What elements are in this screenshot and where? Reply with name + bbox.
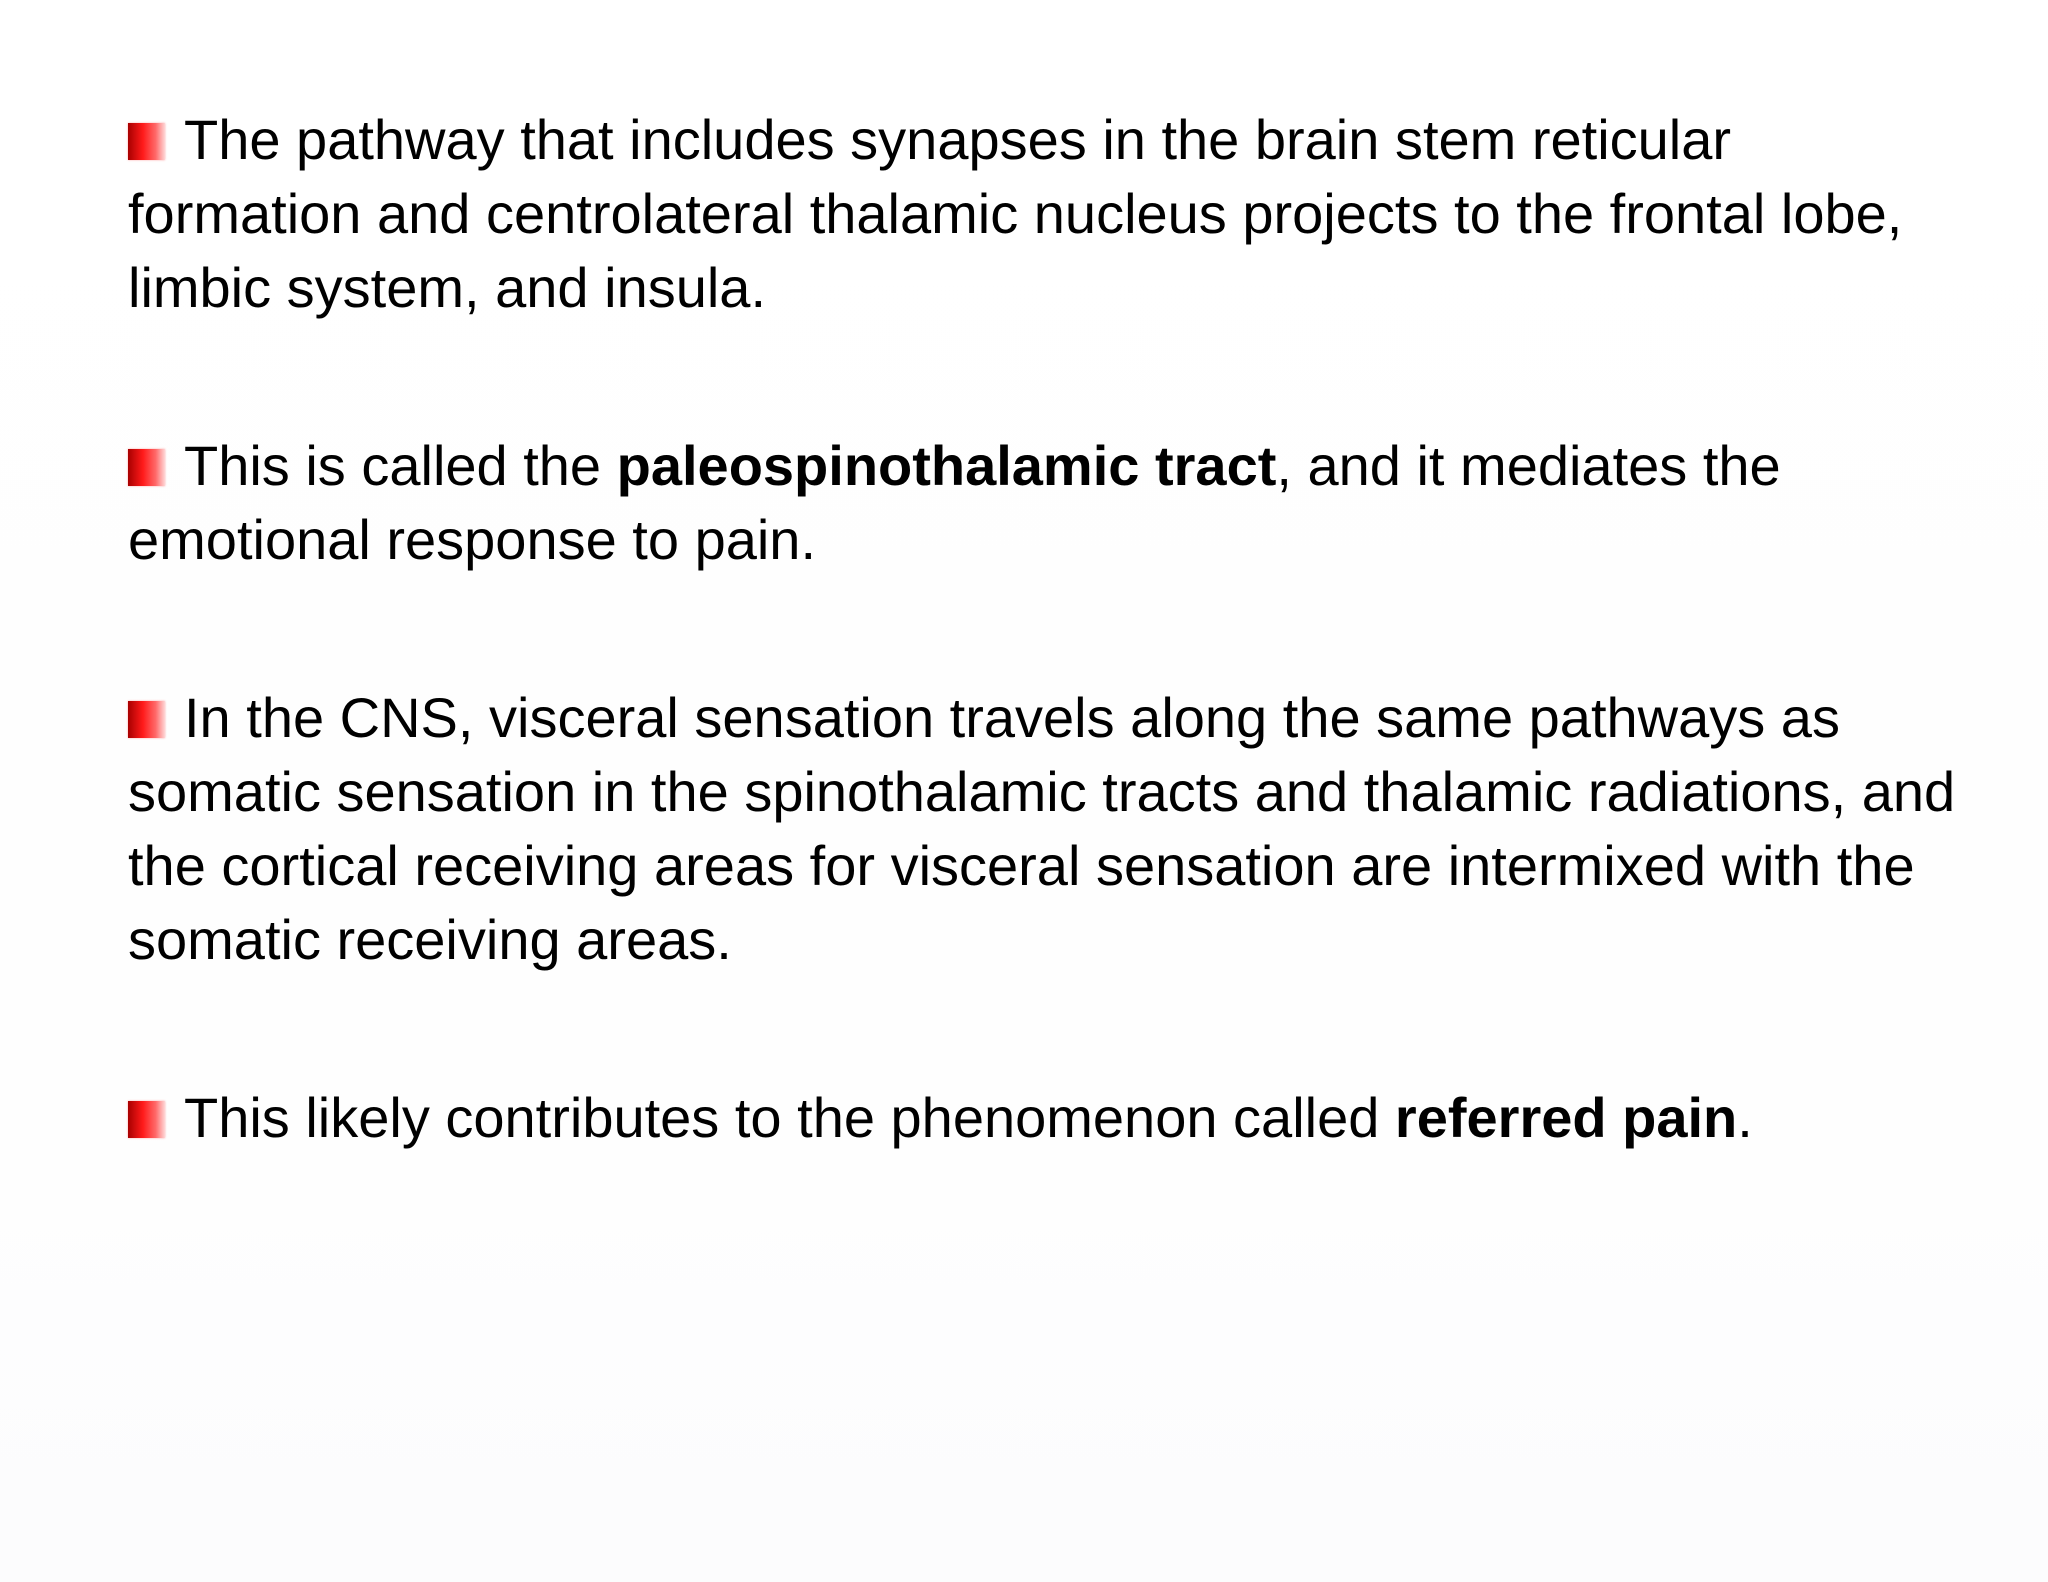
bullet-item-3 (128, 681, 1978, 977)
red-square-bullet-icon (128, 1101, 165, 1138)
slide-content (128, 103, 1978, 1259)
bullet-term-bold: paleospinothalamic tract (616, 434, 1277, 497)
bullet-text-before: This is called the (184, 434, 617, 497)
bullet-item-1 (128, 103, 1978, 325)
bullet-text: The pathway that includes synapses in the brain stem reticular formation and centrolateral thalamic nucleus projects to the frontal lobe, limbic system, and insula. (128, 108, 1903, 319)
bullet-item-2 (128, 429, 1978, 577)
bullet-text-after: , and it mediates the emotional response to pain. (128, 434, 1781, 571)
red-square-bullet-icon (128, 701, 165, 738)
bullet-text: In the CNS, visceral sensation travels along the same pathways as somatic sensation in the spinothalamic tracts and thalamic radiations, and the cortical receiving areas for visceral sensation are intermixed with the somatic receiving areas. (128, 686, 1956, 971)
red-square-bullet-icon (128, 123, 165, 160)
bullet-item-4 (128, 1081, 1978, 1155)
red-square-bullet-icon (128, 449, 165, 486)
bullet-term-bold: referred pain (1394, 1086, 1738, 1149)
bullet-text-after: . (1737, 1086, 1753, 1149)
bullet-text-before: This likely contributes to the phenomenon called (184, 1086, 1395, 1149)
